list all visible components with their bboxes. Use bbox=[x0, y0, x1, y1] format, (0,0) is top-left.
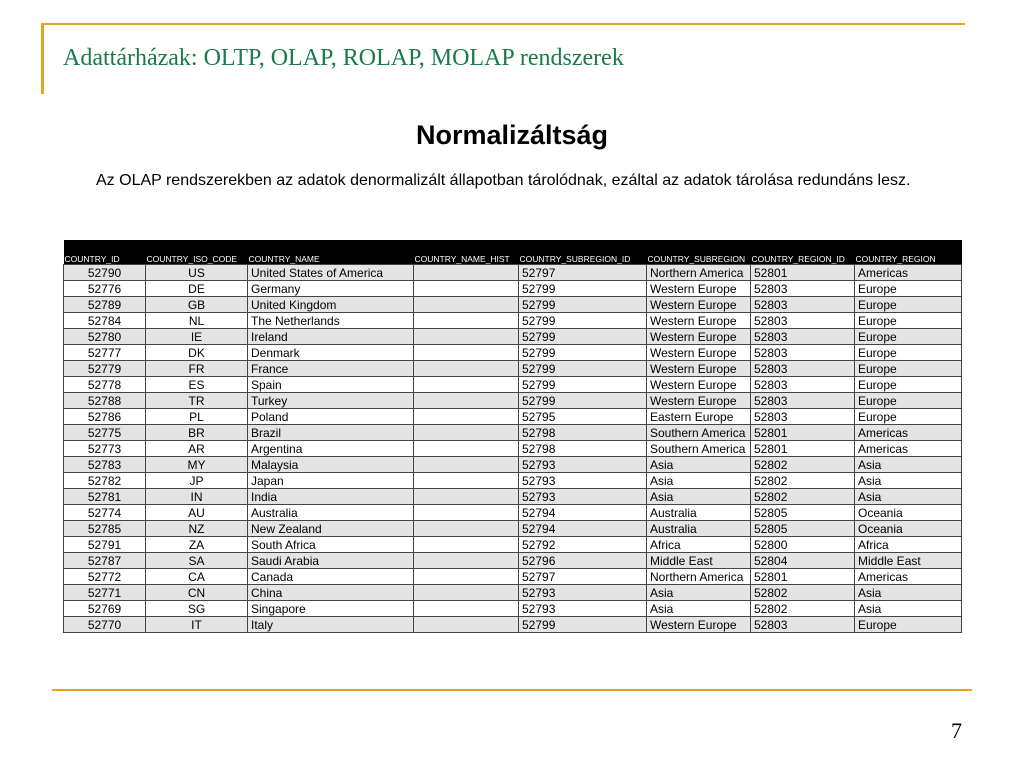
cell-country-name: Turkey bbox=[248, 393, 414, 409]
cell-country-name: Canada bbox=[248, 569, 414, 585]
cell-country-iso-code: IE bbox=[146, 329, 248, 345]
cell-country-region-id: 52802 bbox=[751, 585, 855, 601]
cell-country-subregion-id: 52799 bbox=[519, 361, 647, 377]
cell-country-name-hist bbox=[414, 265, 519, 281]
column-header-country-id: COUNTRY_ID bbox=[64, 240, 146, 265]
table-row bbox=[64, 297, 962, 313]
cell-country-iso-code: ZA bbox=[146, 537, 248, 553]
cell-country-id: 52781 bbox=[64, 489, 146, 505]
cell-country-iso-code: SA bbox=[146, 553, 248, 569]
cell-country-region: Europe bbox=[855, 313, 962, 329]
table-row bbox=[64, 425, 962, 441]
cell-country-region-id: 52802 bbox=[751, 457, 855, 473]
cell-country-name-hist bbox=[414, 473, 519, 489]
cell-country-name-hist bbox=[414, 297, 519, 313]
cell-country-region: Europe bbox=[855, 345, 962, 361]
cell-country-region: Europe bbox=[855, 393, 962, 409]
table-row bbox=[64, 505, 962, 521]
table-row bbox=[64, 553, 962, 569]
table-row bbox=[64, 585, 962, 601]
table-row bbox=[64, 281, 962, 297]
cell-country-iso-code: AR bbox=[146, 441, 248, 457]
cell-country-subregion: Western Europe bbox=[647, 393, 751, 409]
cell-country-region: Oceania bbox=[855, 505, 962, 521]
cell-country-name: Malaysia bbox=[248, 457, 414, 473]
cell-country-subregion-id: 52793 bbox=[519, 457, 647, 473]
accent-bar-vertical bbox=[41, 23, 44, 94]
cell-country-subregion: Asia bbox=[647, 457, 751, 473]
cell-country-region: Americas bbox=[855, 569, 962, 585]
cell-country-name: Denmark bbox=[248, 345, 414, 361]
cell-country-iso-code: MY bbox=[146, 457, 248, 473]
cell-country-subregion-id: 52799 bbox=[519, 281, 647, 297]
cell-country-subregion-id: 52795 bbox=[519, 409, 647, 425]
country-table bbox=[63, 240, 962, 633]
cell-country-iso-code: FR bbox=[146, 361, 248, 377]
cell-country-subregion-id: 52797 bbox=[519, 265, 647, 281]
cell-country-subregion-id: 52799 bbox=[519, 297, 647, 313]
cell-country-id: 52771 bbox=[64, 585, 146, 601]
cell-country-subregion: Northern America bbox=[647, 569, 751, 585]
cell-country-subregion-id: 52799 bbox=[519, 313, 647, 329]
cell-country-name: Poland bbox=[248, 409, 414, 425]
cell-country-region: Europe bbox=[855, 377, 962, 393]
slide-title: Adattárházak: OLTP, OLAP, ROLAP, MOLAP rendszerek bbox=[63, 45, 624, 71]
cell-country-name: France bbox=[248, 361, 414, 377]
cell-country-id: 52780 bbox=[64, 329, 146, 345]
cell-country-region-id: 52805 bbox=[751, 505, 855, 521]
cell-country-region: Europe bbox=[855, 617, 962, 633]
cell-country-name: South Africa bbox=[248, 537, 414, 553]
cell-country-iso-code: SG bbox=[146, 601, 248, 617]
cell-country-region: Asia bbox=[855, 585, 962, 601]
cell-country-id: 52770 bbox=[64, 617, 146, 633]
cell-country-name-hist bbox=[414, 601, 519, 617]
cell-country-subregion-id: 52799 bbox=[519, 617, 647, 633]
cell-country-region-id: 52802 bbox=[751, 489, 855, 505]
cell-country-iso-code: DE bbox=[146, 281, 248, 297]
cell-country-region-id: 52800 bbox=[751, 537, 855, 553]
cell-country-name-hist bbox=[414, 617, 519, 633]
cell-country-subregion: Middle East bbox=[647, 553, 751, 569]
cell-country-name: Argentina bbox=[248, 441, 414, 457]
cell-country-region: Europe bbox=[855, 281, 962, 297]
cell-country-id: 52784 bbox=[64, 313, 146, 329]
cell-country-region-id: 52803 bbox=[751, 377, 855, 393]
cell-country-name-hist bbox=[414, 585, 519, 601]
cell-country-region: Africa bbox=[855, 537, 962, 553]
cell-country-subregion: Western Europe bbox=[647, 313, 751, 329]
cell-country-name-hist bbox=[414, 537, 519, 553]
cell-country-subregion-id: 52794 bbox=[519, 521, 647, 537]
cell-country-id: 52777 bbox=[64, 345, 146, 361]
cell-country-id: 52783 bbox=[64, 457, 146, 473]
cell-country-name-hist bbox=[414, 553, 519, 569]
cell-country-iso-code: TR bbox=[146, 393, 248, 409]
table-row bbox=[64, 473, 962, 489]
cell-country-name-hist bbox=[414, 569, 519, 585]
cell-country-region: Americas bbox=[855, 441, 962, 457]
cell-country-name: India bbox=[248, 489, 414, 505]
cell-country-subregion: Western Europe bbox=[647, 345, 751, 361]
cell-country-subregion-id: 52799 bbox=[519, 377, 647, 393]
cell-country-region-id: 52803 bbox=[751, 313, 855, 329]
cell-country-iso-code: IT bbox=[146, 617, 248, 633]
table-row bbox=[64, 329, 962, 345]
cell-country-iso-code: NZ bbox=[146, 521, 248, 537]
cell-country-subregion: Western Europe bbox=[647, 361, 751, 377]
cell-country-iso-code: PL bbox=[146, 409, 248, 425]
cell-country-subregion: Africa bbox=[647, 537, 751, 553]
cell-country-name: New Zealand bbox=[248, 521, 414, 537]
cell-country-subregion: Western Europe bbox=[647, 377, 751, 393]
table-body bbox=[64, 265, 962, 633]
cell-country-region-id: 52805 bbox=[751, 521, 855, 537]
cell-country-iso-code: DK bbox=[146, 345, 248, 361]
table-row bbox=[64, 617, 962, 633]
cell-country-name-hist bbox=[414, 361, 519, 377]
cell-country-iso-code: US bbox=[146, 265, 248, 281]
cell-country-region: Europe bbox=[855, 297, 962, 313]
cell-country-id: 52789 bbox=[64, 297, 146, 313]
table-row bbox=[64, 313, 962, 329]
cell-country-name: Spain bbox=[248, 377, 414, 393]
cell-country-region: Europe bbox=[855, 361, 962, 377]
page-number: 7 bbox=[951, 718, 962, 743]
table-row bbox=[64, 441, 962, 457]
cell-country-region: Oceania bbox=[855, 521, 962, 537]
cell-country-subregion: Asia bbox=[647, 585, 751, 601]
cell-country-subregion: Asia bbox=[647, 473, 751, 489]
cell-country-id: 52785 bbox=[64, 521, 146, 537]
cell-country-name: Singapore bbox=[248, 601, 414, 617]
cell-country-iso-code: BR bbox=[146, 425, 248, 441]
cell-country-region-id: 52803 bbox=[751, 345, 855, 361]
cell-country-region-id: 52803 bbox=[751, 329, 855, 345]
cell-country-name-hist bbox=[414, 329, 519, 345]
cell-country-id: 52788 bbox=[64, 393, 146, 409]
table-row bbox=[64, 537, 962, 553]
cell-country-region-id: 52802 bbox=[751, 473, 855, 489]
cell-country-name: Japan bbox=[248, 473, 414, 489]
cell-country-region: Americas bbox=[855, 425, 962, 441]
cell-country-region-id: 52803 bbox=[751, 297, 855, 313]
cell-country-name-hist bbox=[414, 345, 519, 361]
cell-country-id: 52782 bbox=[64, 473, 146, 489]
cell-country-name-hist bbox=[414, 505, 519, 521]
cell-country-subregion: Australia bbox=[647, 505, 751, 521]
cell-country-name: Italy bbox=[248, 617, 414, 633]
cell-country-id: 52775 bbox=[64, 425, 146, 441]
cell-country-id: 52791 bbox=[64, 537, 146, 553]
table-row bbox=[64, 393, 962, 409]
cell-country-subregion-id: 52793 bbox=[519, 473, 647, 489]
cell-country-id: 52772 bbox=[64, 569, 146, 585]
cell-country-id: 52786 bbox=[64, 409, 146, 425]
cell-country-id: 52774 bbox=[64, 505, 146, 521]
cell-country-name-hist bbox=[414, 409, 519, 425]
cell-country-subregion: Asia bbox=[647, 489, 751, 505]
cell-country-subregion-id: 52793 bbox=[519, 601, 647, 617]
cell-country-region-id: 52803 bbox=[751, 281, 855, 297]
table-row bbox=[64, 521, 962, 537]
cell-country-iso-code: IN bbox=[146, 489, 248, 505]
cell-country-subregion: Western Europe bbox=[647, 281, 751, 297]
cell-country-subregion-id: 52797 bbox=[519, 569, 647, 585]
column-header-country-iso-code: COUNTRY_ISO_CODE bbox=[146, 240, 248, 265]
cell-country-id: 52790 bbox=[64, 265, 146, 281]
cell-country-region: Asia bbox=[855, 601, 962, 617]
cell-country-region-id: 52801 bbox=[751, 441, 855, 457]
cell-country-id: 52776 bbox=[64, 281, 146, 297]
cell-country-id: 52773 bbox=[64, 441, 146, 457]
cell-country-name: United States of America bbox=[248, 265, 414, 281]
table-row bbox=[64, 457, 962, 473]
column-header-country-region: COUNTRY_REGION bbox=[855, 240, 962, 265]
section-heading: Normalizáltság bbox=[415, 120, 609, 150]
table-row bbox=[64, 265, 962, 281]
cell-country-name-hist bbox=[414, 393, 519, 409]
cell-country-region-id: 52804 bbox=[751, 553, 855, 569]
table-row bbox=[64, 409, 962, 425]
table-row bbox=[64, 377, 962, 393]
cell-country-id: 52769 bbox=[64, 601, 146, 617]
cell-country-name-hist bbox=[414, 521, 519, 537]
cell-country-name: The Netherlands bbox=[248, 313, 414, 329]
cell-country-iso-code: GB bbox=[146, 297, 248, 313]
column-header-country-region-id: COUNTRY_REGION_ID bbox=[751, 240, 855, 265]
cell-country-region-id: 52803 bbox=[751, 361, 855, 377]
cell-country-region-id: 52803 bbox=[751, 393, 855, 409]
cell-country-subregion: Southern America bbox=[647, 425, 751, 441]
cell-country-name-hist bbox=[414, 457, 519, 473]
column-header-country-name: COUNTRY_NAME bbox=[248, 240, 414, 265]
cell-country-subregion-id: 52798 bbox=[519, 425, 647, 441]
table-row bbox=[64, 489, 962, 505]
cell-country-subregion: Asia bbox=[647, 601, 751, 617]
cell-country-name: Ireland bbox=[248, 329, 414, 345]
column-header-country-subregion: COUNTRY_SUBREGION bbox=[647, 240, 751, 265]
cell-country-region-id: 52802 bbox=[751, 601, 855, 617]
cell-country-iso-code: JP bbox=[146, 473, 248, 489]
cell-country-iso-code: NL bbox=[146, 313, 248, 329]
accent-bar-top bbox=[41, 23, 965, 25]
cell-country-name: Saudi Arabia bbox=[248, 553, 414, 569]
cell-country-subregion-id: 52793 bbox=[519, 585, 647, 601]
cell-country-subregion: Western Europe bbox=[647, 329, 751, 345]
cell-country-subregion: Australia bbox=[647, 521, 751, 537]
table-row bbox=[64, 361, 962, 377]
cell-country-subregion-id: 52796 bbox=[519, 553, 647, 569]
cell-country-name: United Kingdom bbox=[248, 297, 414, 313]
cell-country-id: 52779 bbox=[64, 361, 146, 377]
cell-country-region: Asia bbox=[855, 473, 962, 489]
cell-country-region-id: 52801 bbox=[751, 425, 855, 441]
cell-country-subregion: Eastern Europe bbox=[647, 409, 751, 425]
cell-country-subregion-id: 52798 bbox=[519, 441, 647, 457]
cell-country-region: Asia bbox=[855, 489, 962, 505]
cell-country-id: 52778 bbox=[64, 377, 146, 393]
cell-country-subregion: Western Europe bbox=[647, 297, 751, 313]
cell-country-name-hist bbox=[414, 441, 519, 457]
body-paragraph: Az OLAP rendszerekben az adatok denormalizált állapotban tárolódnak, ezáltal az adatok tárolása redundáns lesz. bbox=[96, 172, 911, 189]
cell-country-name-hist bbox=[414, 313, 519, 329]
column-header-country-subregion-id: COUNTRY_SUBREGION_ID bbox=[519, 240, 647, 265]
cell-country-region-id: 52801 bbox=[751, 569, 855, 585]
cell-country-name: China bbox=[248, 585, 414, 601]
cell-country-iso-code: CA bbox=[146, 569, 248, 585]
cell-country-iso-code: ES bbox=[146, 377, 248, 393]
cell-country-region: Americas bbox=[855, 265, 962, 281]
cell-country-subregion-id: 52799 bbox=[519, 329, 647, 345]
cell-country-name-hist bbox=[414, 425, 519, 441]
cell-country-region-id: 52803 bbox=[751, 617, 855, 633]
column-header-country-name-hist: COUNTRY_NAME_HIST bbox=[414, 240, 519, 265]
accent-bar-bottom bbox=[52, 689, 972, 691]
cell-country-region-id: 52803 bbox=[751, 409, 855, 425]
table-row bbox=[64, 345, 962, 361]
cell-country-iso-code: CN bbox=[146, 585, 248, 601]
cell-country-subregion: Northern America bbox=[647, 265, 751, 281]
cell-country-subregion-id: 52793 bbox=[519, 489, 647, 505]
cell-country-name: Brazil bbox=[248, 425, 414, 441]
table-row bbox=[64, 601, 962, 617]
cell-country-region: Middle East bbox=[855, 553, 962, 569]
cell-country-subregion: Western Europe bbox=[647, 617, 751, 633]
cell-country-name: Germany bbox=[248, 281, 414, 297]
cell-country-subregion-id: 52799 bbox=[519, 345, 647, 361]
cell-country-subregion-id: 52799 bbox=[519, 393, 647, 409]
cell-country-iso-code: AU bbox=[146, 505, 248, 521]
cell-country-name: Australia bbox=[248, 505, 414, 521]
cell-country-subregion-id: 52794 bbox=[519, 505, 647, 521]
cell-country-region: Europe bbox=[855, 329, 962, 345]
cell-country-name-hist bbox=[414, 377, 519, 393]
cell-country-name-hist bbox=[414, 489, 519, 505]
cell-country-id: 52787 bbox=[64, 553, 146, 569]
cell-country-region: Asia bbox=[855, 457, 962, 473]
cell-country-region: Europe bbox=[855, 409, 962, 425]
cell-country-subregion-id: 52792 bbox=[519, 537, 647, 553]
table-row bbox=[64, 569, 962, 585]
cell-country-name-hist bbox=[414, 281, 519, 297]
table-header-row bbox=[64, 240, 962, 265]
cell-country-region-id: 52801 bbox=[751, 265, 855, 281]
cell-country-subregion: Southern America bbox=[647, 441, 751, 457]
